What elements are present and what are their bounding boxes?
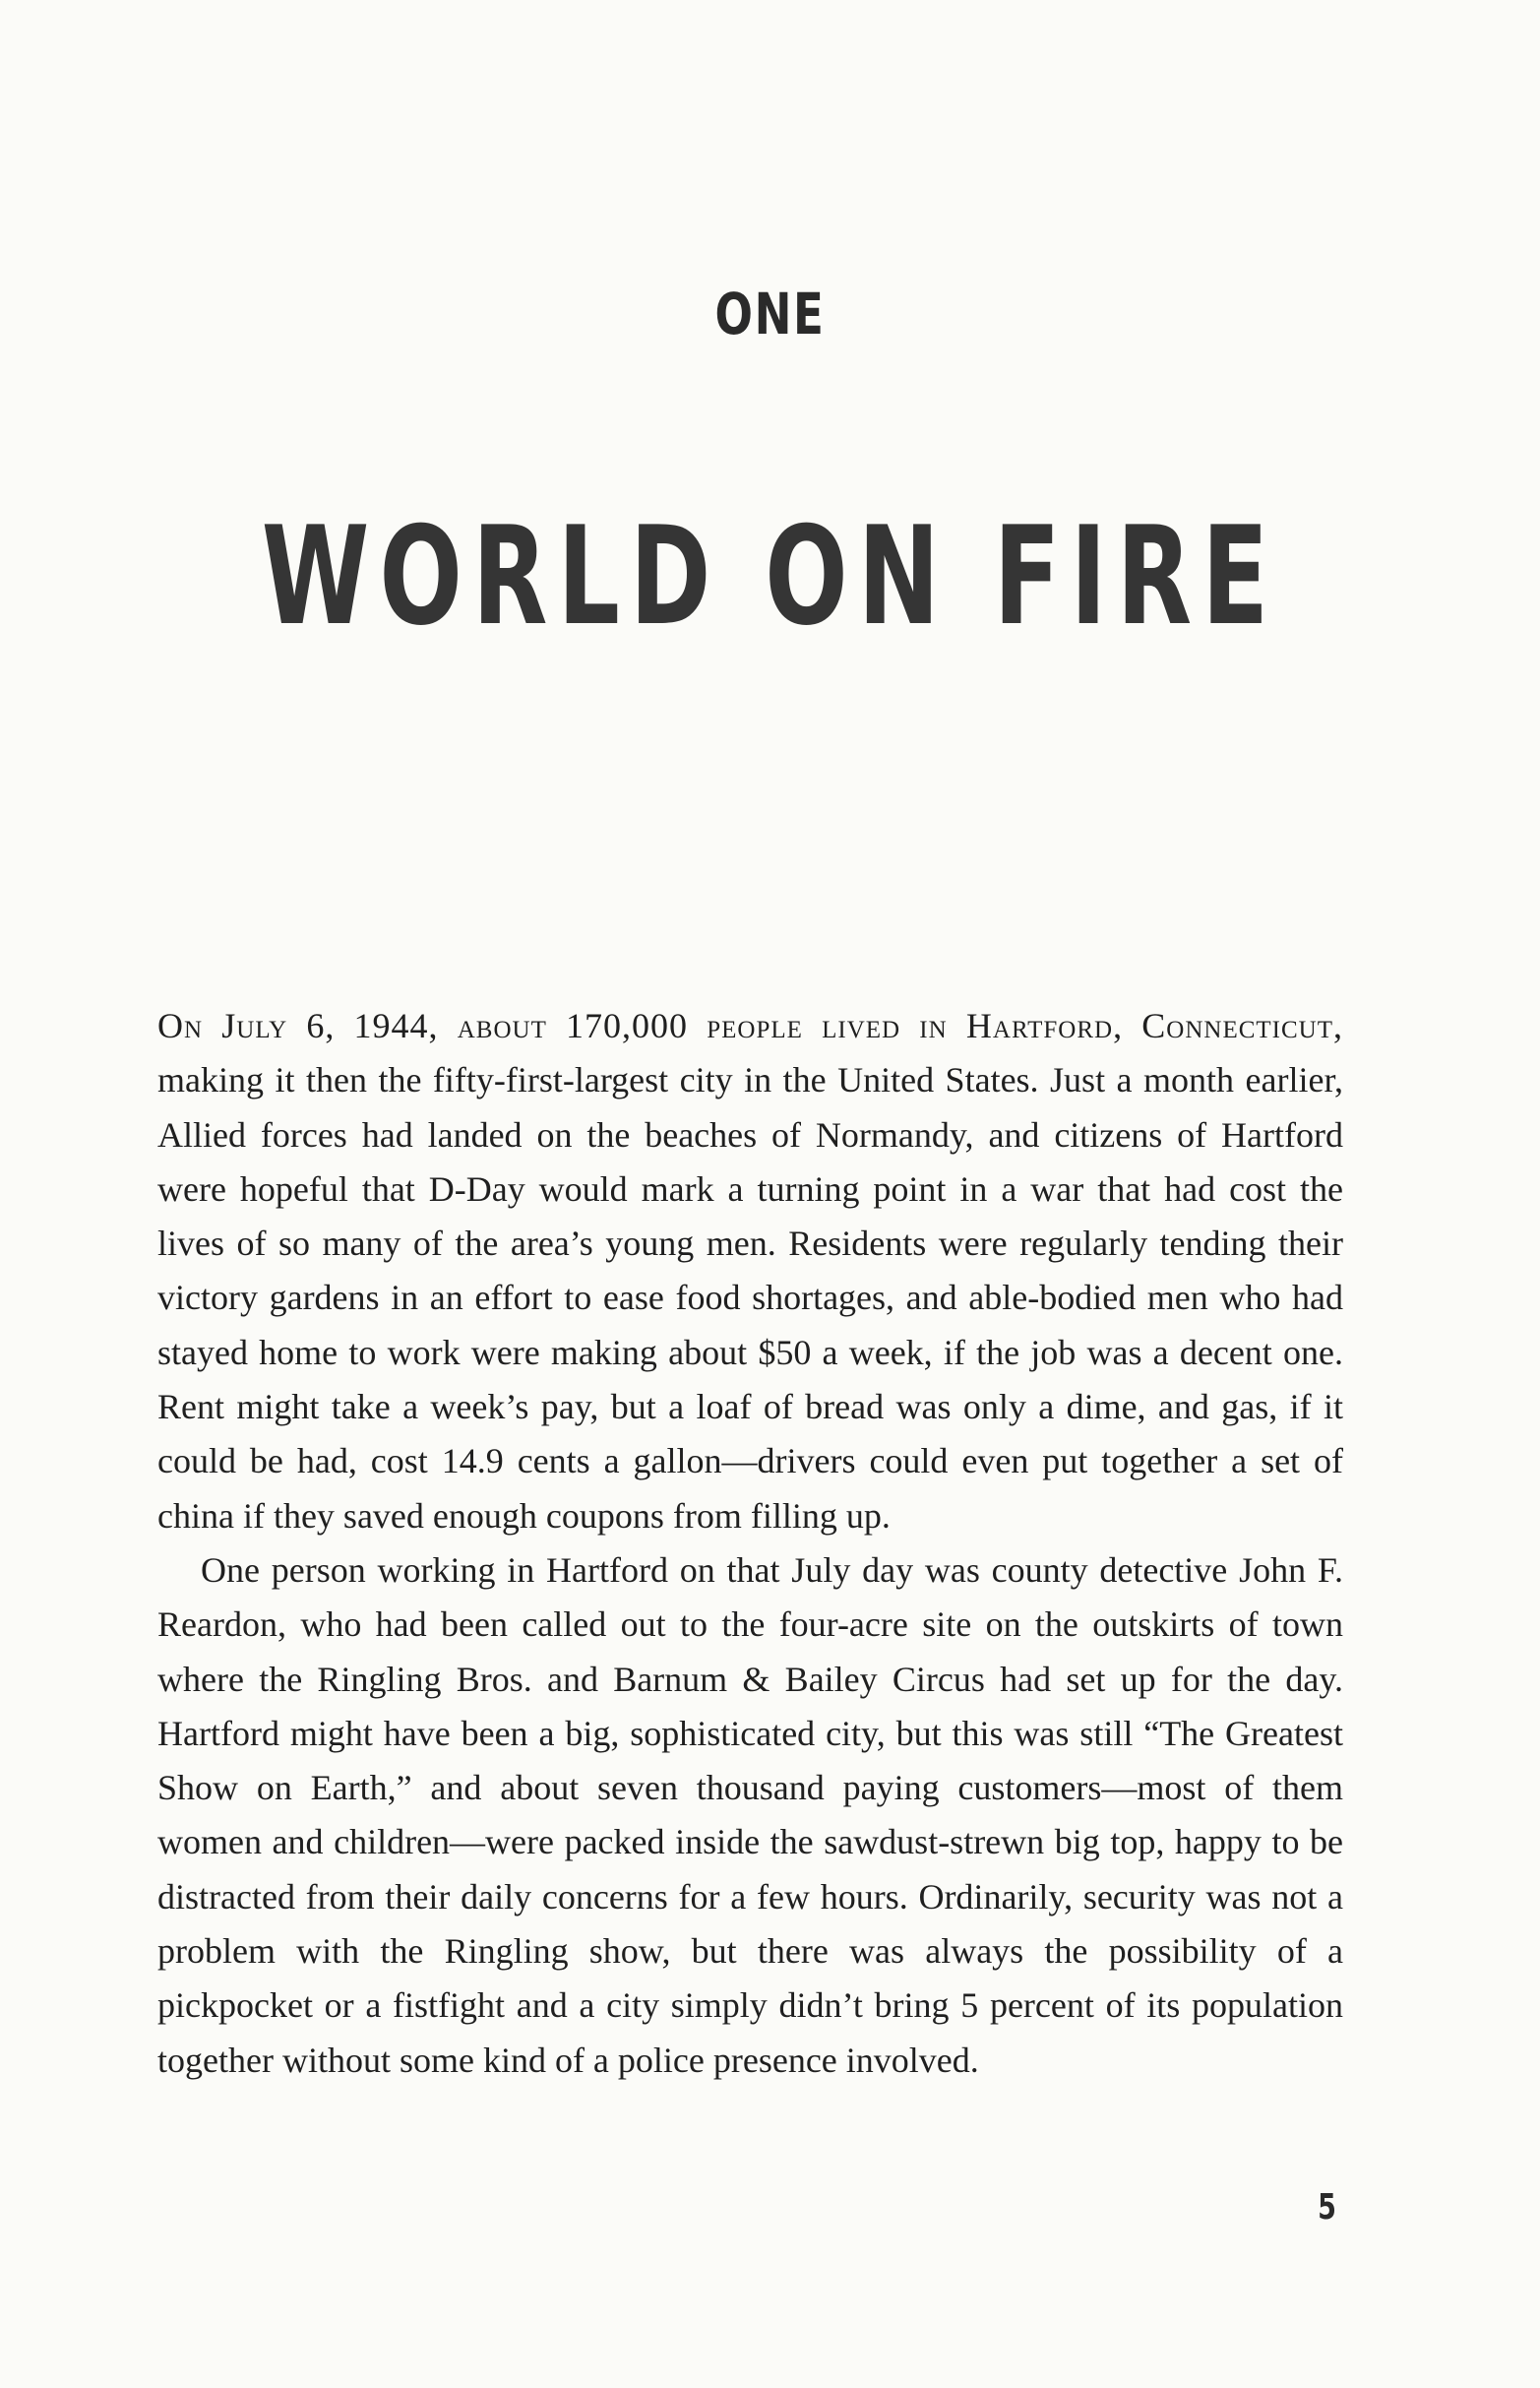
chapter-number: ONE: [714, 281, 826, 347]
body-text: [157, 999, 1343, 2088]
page-number: 5: [1318, 2187, 1336, 2228]
paragraph-1-text: making it then the fifty-first-largest city in the United States. Just a month earlier, Allied forces had landed on the beaches of Normandy, and citizens of Hartford were hopeful that D-Day would mark a turning point in a war that had cost the lives of so many of the area’s young men. Residents were regularly tending their victory gardens in an effort to ease food shortages, and able-bodied men who had stayed home to work were making about $50 a week, if the job was a decent one. Rent might take a week’s pay, but a loaf of bread was only a dime, and gas, if it could be had, cost 14.9 cents a gallon—drivers could even put together a set of china if they saved enough coupons from filling up.: [157, 1060, 1343, 1536]
paragraph-1-lead: On July 6, 1944, about 170,000 people lived in Hartford, Connecticut,: [157, 1006, 1343, 1045]
paragraph-1: [157, 999, 1343, 1543]
paragraph-2: One person working in Hartford on that July day was county detective John F. Reardon, who had been called out to the four-acre site on the outskirts of town where the Ringling Bros. and Barnum & Bailey Circus had set up for the day. Hartford might have been a big, sophisticated city, but this was still “The Greatest Show on Earth,” and about seven thousand paying customers—most of them women and children—were packed inside the sawdust-strewn big top, happy to be distracted from their daily concerns for a few hours. Ordinarily, security was not a problem with the Ringling show, but there was always the possibility of a pickpocket or a fistfight and a city simply didn’t bring 5 percent of its population together without some kind of a police presence involved.: [157, 1549, 1343, 2080]
chapter-title: WORLD ON FIRE: [261, 497, 1279, 656]
